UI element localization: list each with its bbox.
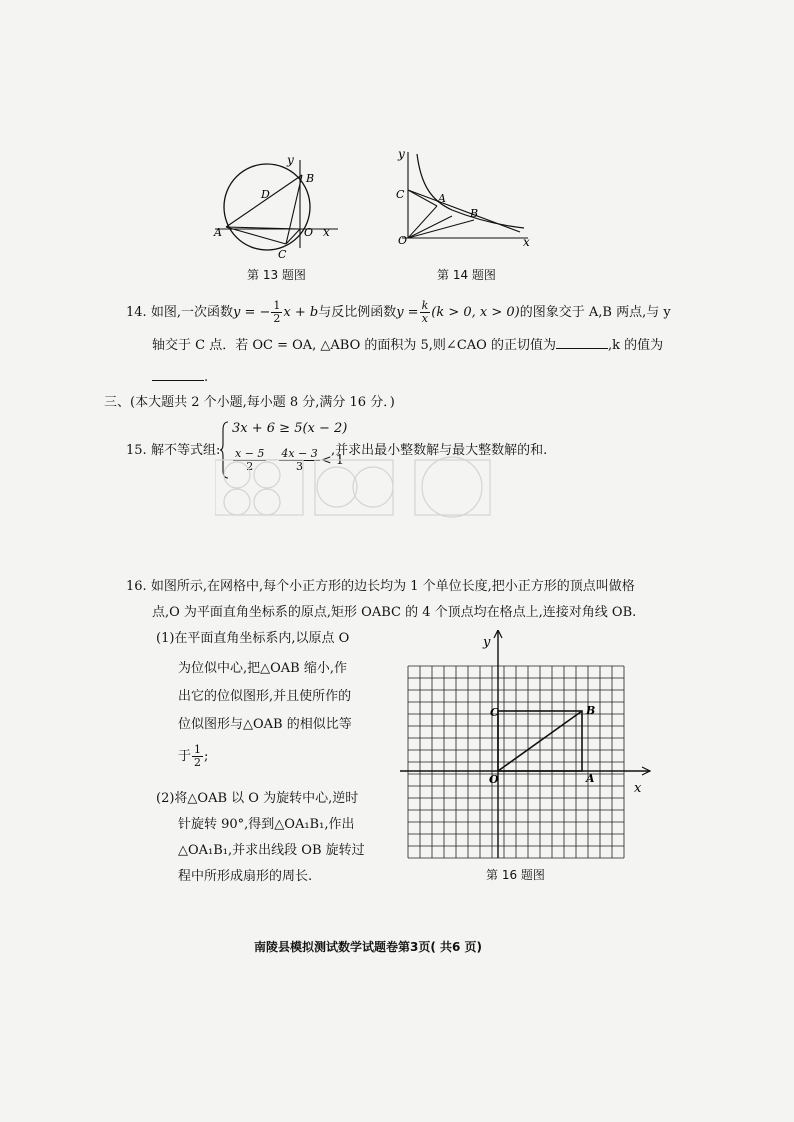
q14-answer-blank-1[interactable] xyxy=(556,336,608,349)
fig16-label-a: A xyxy=(586,772,595,785)
q15-inequality-1: 3x + 6 ≥ 5(x − 2) xyxy=(232,421,348,436)
fig14-label-o: O xyxy=(398,234,408,247)
fig16-label-y: y xyxy=(483,635,491,650)
bleed-through-shapes xyxy=(215,455,495,525)
figure-14-caption: 第 14 题图 xyxy=(437,268,496,282)
q16-part-1-line-2: 为位似中心,把△OAB 缩小,作 xyxy=(178,661,347,676)
q16-part-1-line-4: 位似图形与△OAB 的相似比等 xyxy=(178,717,352,732)
q15-number: 15. xyxy=(126,443,147,458)
q16-part-1-line-1: (1)在平面直角坐标系内,以原点 O xyxy=(156,631,350,646)
figure-13-caption: 第 13 题图 xyxy=(247,268,306,282)
question-14-line-2 xyxy=(152,336,663,355)
q14-fraction-2: $\frac{k}{x}$ xyxy=(421,299,429,325)
q14-formula-1-rhs: x + b xyxy=(283,305,319,320)
fig14-label-c: C xyxy=(396,188,405,201)
q16-part-1-line-3: 出它的位似图形,并且使所作的 xyxy=(178,689,352,704)
q14-answer-blank-2[interactable] xyxy=(152,368,204,381)
page-footer: 南陵县模拟测试数学试题卷第3页( 共6 页) xyxy=(254,940,483,954)
figure-16-grid xyxy=(400,630,660,866)
q16-part-2-line-3: △OA₁B₁,并求出线段 OB 旋转过 xyxy=(178,843,365,858)
fig13-label-o: O xyxy=(304,226,314,239)
fig16-label-o: O xyxy=(489,773,499,786)
fig16-label-x: x xyxy=(634,781,642,796)
q15-inequality-2: $\frac{x - 5}{2}$ − $\frac{4x - 3}{3}$ < 1 xyxy=(235,447,345,473)
q15-suffix: ,并求出最小整数解与最大整数解的和. xyxy=(331,443,548,458)
figure-16-caption: 第 16 题图 xyxy=(486,868,545,882)
fig14-label-b: B xyxy=(470,207,479,220)
fig13-label-b: B xyxy=(306,172,315,185)
q16-part-1-line-5: 于 $\frac{1}{2}$ ; xyxy=(178,743,209,769)
q14-text-1: 如图,一次函数 xyxy=(150,305,233,320)
fig16-label-b: B xyxy=(586,704,596,717)
question-14-line-1 xyxy=(126,300,671,325)
q16-part-2-line-4: 程中所形成扇形的周长. xyxy=(178,869,313,884)
section-3-heading: 三、(本大题共 2 个小题,每小题 8 分,满分 16 分．) xyxy=(104,395,395,410)
fig14-label-y: y xyxy=(398,147,405,161)
q16-number: 16. xyxy=(126,579,147,594)
fig14-label-x: x xyxy=(523,235,530,249)
q14-line-2-text: 轴交于 C 点．若 OC = OA, △ABO 的面积为 5,则∠CAO 的正切值为 xyxy=(152,338,556,353)
q14-formula-2-lhs: y = xyxy=(396,305,419,320)
fig13-label-x: x xyxy=(323,225,330,239)
q15-prefix: 解不等式组: xyxy=(151,443,221,458)
q14-condition: (k > 0, x > 0) xyxy=(431,305,520,320)
q14-formula-1-lhs: y = − xyxy=(232,305,271,320)
figure-14-diagram xyxy=(392,146,534,250)
question-16-intro-line-1 xyxy=(126,578,635,596)
fig16-label-c: C xyxy=(490,706,499,719)
q14-line-2-tail: ,k 的值为 xyxy=(607,338,664,353)
fig14-label-a: A xyxy=(438,192,446,205)
q14-text-3: 的图象交于 A,B 两点,与 y xyxy=(519,305,671,320)
q16-intro-2: 点,O 为平面直角坐标系的原点,矩形 OABC 的 4 个顶点均在格点上,连接对角线 OB. xyxy=(152,605,637,620)
fig13-label-d: D xyxy=(261,188,270,201)
q16-part-2-line-1: (2)将△OAB 以 O 为旋转中心,逆时 xyxy=(156,791,359,806)
q14-text-2: 与反比例函数 xyxy=(318,305,397,320)
question-14-line-3 xyxy=(152,368,208,387)
fig13-label-c: C xyxy=(278,248,287,260)
q14-number: 14. xyxy=(126,305,147,320)
figure-13-diagram xyxy=(210,148,350,260)
fig13-label-a: A xyxy=(214,226,222,239)
fig13-label-y: y xyxy=(287,153,294,167)
q16-intro-1: 如图所示,在网格中,每个小正方形的边长均为 1 个单位长度,把小正方形的顶点叫做格 xyxy=(150,579,635,594)
q14-fraction-1: $\frac{1}{2}$ xyxy=(273,299,281,325)
q14-line-3-tail: . xyxy=(204,370,209,385)
q16-part-2-line-2: 针旋转 90°,得到△OA₁B₁,作出 xyxy=(178,817,355,832)
